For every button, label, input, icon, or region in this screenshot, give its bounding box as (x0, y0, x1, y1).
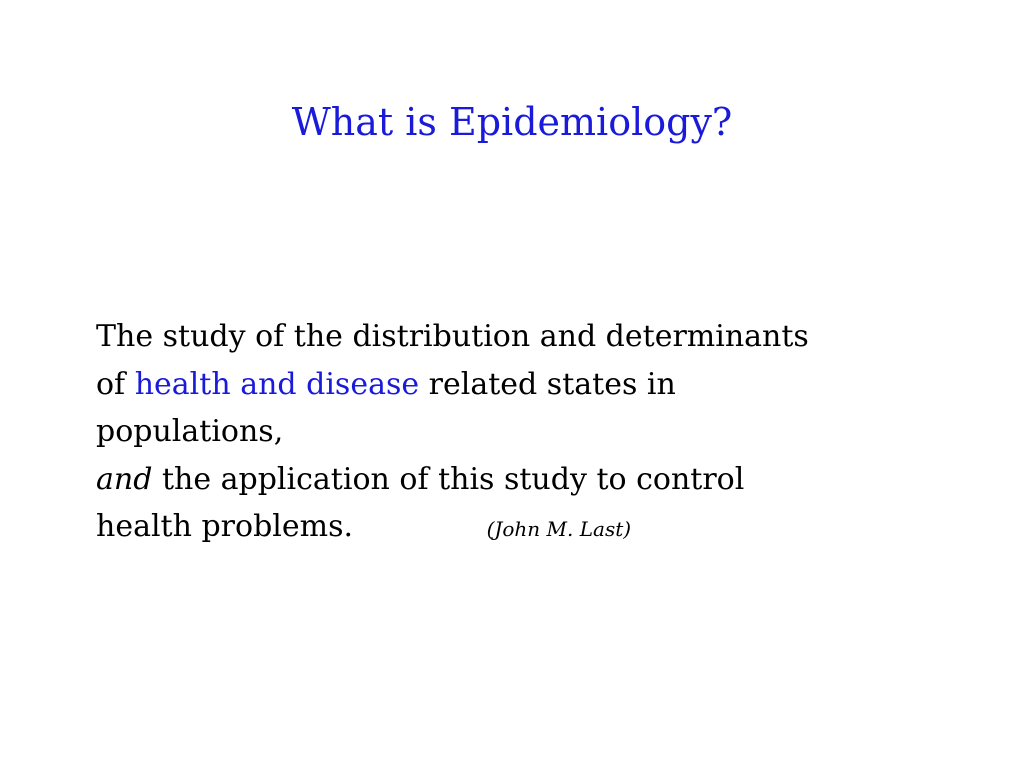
citation: (John M. Last) (486, 517, 632, 541)
slide-title: What is Epidemiology? (291, 100, 733, 144)
definition-line-1 (96, 313, 926, 361)
definition-line-2 (96, 361, 926, 409)
health-and-disease-highlight: health and disease (134, 366, 420, 402)
definition-line-3-text: populations, (96, 414, 284, 449)
definition-line-3 (96, 408, 926, 456)
definition-line-5-text: health problems. (96, 509, 354, 544)
definition-line-4-rest: the application of this study to control (161, 461, 745, 497)
definition-line-4 (96, 456, 926, 504)
definition-line-5 (96, 503, 926, 554)
definition-text (96, 313, 926, 554)
definition-line-2-suffix: related states in (428, 366, 676, 402)
definition-line-1-text: The study of the distribution and determinants (96, 319, 809, 354)
and-emphasis: and (96, 461, 153, 497)
definition-line-2-prefix: of (96, 366, 126, 402)
